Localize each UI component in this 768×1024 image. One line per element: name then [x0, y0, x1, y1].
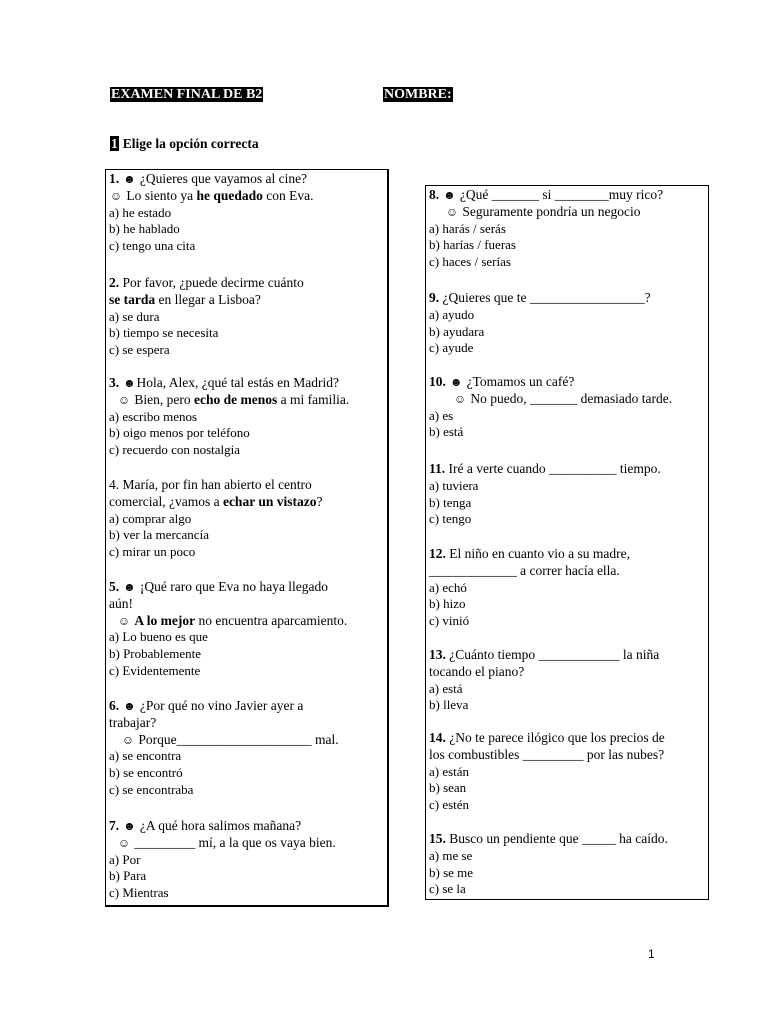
option: c) tengo una cita: [109, 238, 196, 254]
question-13: 13. ¿Cuánto tiempo ____________ la niña tocando el piano? a) está b) lleva: [429, 647, 706, 714]
option: c) vinió: [429, 613, 470, 629]
option: b) oigo menos por teléfono: [109, 425, 250, 441]
question-5: 5. ☻ ¡Qué raro que Eva no haya llegado aún! ☺ A lo mejor no encuentra aparcamiento. a) Lo bueno es que b) Probablemente c) Evidentemente: [109, 579, 385, 680]
option: c) se espera: [109, 342, 170, 358]
question-12: 12. El niño en cuanto vio a su madre, _____________ a correr hacía ella. a) echó b) hizo c) vinió: [429, 546, 706, 630]
question-7: 7. ☻ ¿A qué hora salimos mañana? ☺ _________ mí, a la que os vaya bien. a) Por b) Para c) Mientras: [109, 818, 385, 902]
option: a) echó: [429, 579, 467, 595]
option: c) recuerdo con nostalgia: [109, 442, 241, 458]
option: b) tenga: [429, 494, 472, 510]
option: a) se encontra: [109, 748, 182, 764]
section-heading: [110, 136, 259, 152]
question-6: 6. ☻ ¿Por qué no vino Javier ayer a trabajar? ☺ Porque____________________ mal. a) se encontra b) se encontró c) se encontraba: [109, 698, 385, 799]
option: a) es: [429, 407, 454, 423]
question-11: 11. Iré a verte cuando __________ tiempo. a) tuviera b) tenga c) tengo: [429, 461, 706, 528]
option: a) he estado: [109, 204, 172, 220]
black-smiley-icon: ☻: [123, 699, 136, 713]
option: a) harás / serás: [429, 220, 506, 236]
option: a) ayudo: [429, 306, 475, 322]
question-4: 4. María, por fin han abierto el centro comercial, ¿vamos a echar un vistazo? a) comprar algo b) ver la mercancía c) mirar un poco: [109, 477, 385, 561]
question-9: 9. ¿Quieres que te _________________? a) ayudo b) ayudara c) ayude: [429, 290, 706, 357]
black-smiley-icon: ☻: [443, 188, 456, 202]
smiley-icon: ☺: [445, 204, 459, 219]
option: c) se encontraba: [109, 781, 194, 797]
question-2: 2. Por favor, ¿puede decirme cuánto se tarda en llegar a Lisboa? a) se dura b) tiempo se necesita c) se espera: [109, 275, 385, 359]
question-10: 10. ☻ ¿Tomamos un café? ☺ No puedo, _______ demasiado tarde. a) es b) está: [429, 374, 706, 441]
option: b) hizo: [429, 596, 466, 612]
option: a) me se: [429, 847, 473, 863]
option: a) están: [429, 763, 470, 779]
section-number: 1: [111, 136, 118, 151]
option: b) sean: [429, 780, 467, 796]
option: a) tuviera: [429, 477, 479, 493]
option: a) escribo menos: [109, 408, 198, 424]
smiley-icon: ☺: [117, 392, 131, 407]
option: c) Mientras: [109, 885, 169, 901]
smiley-icon: ☺: [117, 835, 131, 850]
option: a) Por: [109, 851, 141, 867]
smiley-icon: ☺: [117, 613, 131, 628]
smiley-icon: ☺: [453, 391, 467, 406]
option: a) Lo bueno es que: [109, 629, 208, 645]
section-title: Elige la opción correcta: [122, 136, 259, 151]
black-smiley-icon: ☻: [123, 580, 136, 594]
black-smiley-icon: ☻: [123, 172, 136, 186]
option: c) ayude: [429, 340, 474, 356]
option: b) tiempo se necesita: [109, 325, 219, 341]
question-3: 3. ☻Hola, Alex, ¿qué tal estás en Madrid? ☺ Bien, pero echo de menos a mi familia. a) escribo menos b) oigo menos por teléfono c) recuerdo con nostalgia: [109, 375, 385, 459]
question-8: 8. ☻ ¿Qué _______ si ________muy rico? ☺ Seguramente pondría un negocio a) harás / serás b) harías / fueras c) haces / serías: [429, 187, 706, 271]
option: b) harías / fueras: [429, 237, 516, 253]
option: b) se me: [429, 864, 474, 880]
option: c) Evidentemente: [109, 662, 201, 678]
black-smiley-icon: ☻: [123, 376, 136, 390]
black-smiley-icon: ☻: [123, 819, 136, 833]
option: c) mirar un poco: [109, 544, 196, 560]
option: c) tengo: [429, 511, 472, 527]
smiley-icon: ☺: [109, 188, 123, 203]
smiley-icon: ☺: [121, 732, 135, 747]
option: c) se la: [429, 881, 466, 897]
option: b) está: [429, 424, 464, 440]
question-1: 1. ☻ ¿Quieres que vayamos al cine? ☺ Lo siento ya he quedado con Eva. a) he estado b) he hablado c) tengo una cita: [109, 171, 385, 255]
name-label: NOMBRE:: [384, 87, 452, 102]
exam-title: EXAMEN FINAL DE B2: [111, 87, 263, 102]
option: a) se dura: [109, 308, 160, 324]
question-15: 15. Busco un pendiente que _____ ha caído. a) me se b) se me c) se la: [429, 831, 706, 898]
option: a) está: [429, 680, 463, 696]
right-question-box: [425, 185, 709, 900]
black-smiley-icon: ☻: [449, 375, 463, 389]
question-14: 14. ¿No te parece ilógico que los precios de los combustibles _________ por las nubes? a) están b) sean c) estén: [429, 730, 706, 814]
option: b) Para: [109, 868, 147, 884]
option: b) se encontró: [109, 765, 183, 781]
option: c) estén: [429, 797, 470, 813]
option: c) haces / serías: [429, 254, 511, 270]
option: b) ayudara: [429, 323, 485, 339]
option: b) lleva: [429, 697, 469, 713]
page-number: 1: [648, 947, 655, 961]
option: b) ver la mercancía: [109, 527, 209, 543]
left-question-box: [105, 169, 389, 907]
option: b) he hablado: [109, 221, 180, 237]
option: b) Probablemente: [109, 646, 202, 662]
option: a) comprar algo: [109, 510, 192, 526]
